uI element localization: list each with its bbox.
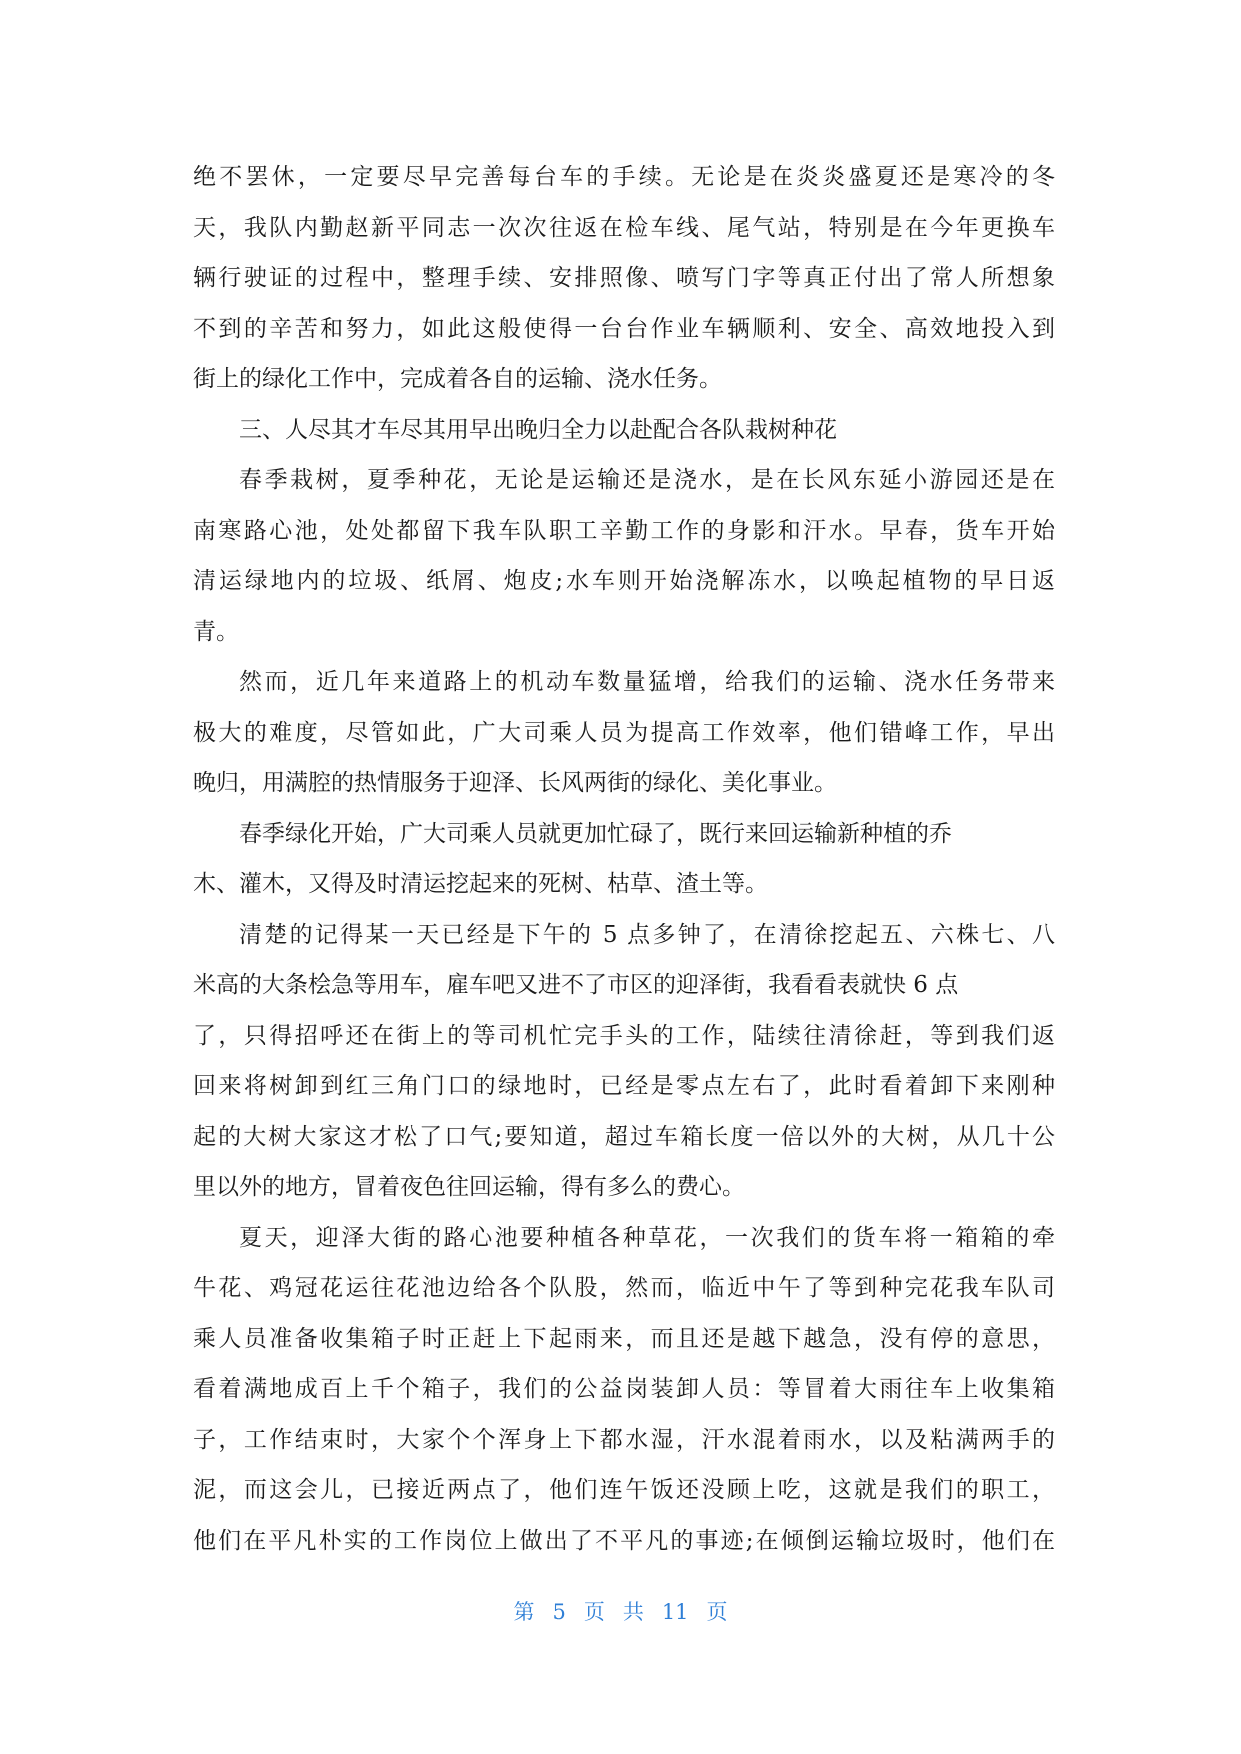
text-line: 泥，而这会儿，已接近两点了，他们连午饭还没顾上吃，这就是我们的职工， xyxy=(193,1477,1055,1503)
page-footer xyxy=(0,1596,1241,1626)
text-line: 木、灌木，又得及时清运挖起来的死树、枯草、渣土等。 xyxy=(193,871,768,897)
footer-ye2: 页 xyxy=(706,1600,728,1624)
footer-ye: 页 xyxy=(583,1600,605,1624)
text-line: 青。 xyxy=(193,618,239,645)
footer-di: 第 xyxy=(513,1600,535,1624)
text-line: 天，我队内勤赵新平同志一次次往返在检车线、尾气站，特别是在今年更换车 xyxy=(193,214,1055,241)
text-line: 里以外的地方，冒着夜色往回运输，得有多么的费心。 xyxy=(193,1174,745,1200)
text-line: 子，工作结束时，大家个个浑身上下都水湿，汗水混着雨水，以及粘满两手的 xyxy=(193,1426,1055,1453)
text-line: 牛花、鸡冠花运往花池边给各个队股，然而，临近中午了等到种完花我车队司 xyxy=(193,1275,1055,1301)
footer-page-number: 5 xyxy=(552,1600,566,1624)
footer-gong: 共 xyxy=(622,1600,644,1624)
text-line: 了，只得招呼还在街上的等司机忙完手头的工作，陆续往清徐赶，等到我们返 xyxy=(193,1022,1055,1049)
document-body xyxy=(193,152,1055,1566)
text-line: 起的大树大家这才松了口气;要知道，超过车箱长度一倍以外的大树，从几十公 xyxy=(193,1123,1055,1150)
text-line: 南寒路心池，处处都留下我车队职工辛勤工作的身影和汗水。早春，货车开始 xyxy=(193,517,1055,544)
text-line: 极大的难度，尽管如此，广大司乘人员为提高工作效率，他们错峰工作，早出 xyxy=(193,719,1055,746)
text-line: 春季绿化开始，广大司乘人员就更加忙碌了，既行来回运输新种植的乔 xyxy=(239,820,952,847)
text-line: 清运绿地内的垃圾、纸屑、炮皮;水车则开始浇解冻水，以唤起植物的早日返 xyxy=(193,568,1055,594)
footer-total-pages: 11 xyxy=(661,1600,689,1624)
text-line: 不到的辛苦和努力，如此这般使得一台台作业车辆顺利、安全、高效地投入到 xyxy=(193,315,1055,342)
text-line: 辆行驶证的过程中，整理手续、安排照像、喷写门字等真正付出了常人所想象 xyxy=(193,265,1055,291)
text-line: 清楚的记得某一天已经是下午的 5 点多钟了，在清徐挖起五、六株七、八 xyxy=(239,921,1055,948)
text-line: 春季栽树，夏季种花，无论是运输还是浇水，是在长风东延小游园还是在 xyxy=(239,467,1055,493)
text-line: 街上的绿化工作中，完成着各自的运输、浇水任务。 xyxy=(193,366,722,392)
text-line: 夏天，迎泽大街的路心池要种植各种草花，一次我们的货车将一箱箱的牵 xyxy=(239,1224,1055,1251)
text-line: 乘人员准备收集箱子时正赶上下起雨来，而且还是越下越急，没有停的意思， xyxy=(193,1325,1055,1352)
text-line: 看着满地成百上千个箱子，我们的公益岗装卸人员：等冒着大雨往车上收集箱 xyxy=(193,1376,1055,1402)
text-line: 他们在平凡朴实的工作岗位上做出了不平凡的事迹;在倾倒运输垃圾时，他们在 xyxy=(193,1527,1055,1554)
text-line: 绝不罢休，一定要尽早完善每台车的手续。无论是在炎炎盛夏还是寒冷的冬 xyxy=(193,164,1055,190)
text-line: 米高的大条桧急等用车，雇车吧又进不了市区的迎泽街，我看看表就快 6 点 xyxy=(193,972,959,998)
text-line: 回来将树卸到红三角门口的绿地时，已经是零点左右了，此时看着卸下来刚种 xyxy=(193,1073,1055,1099)
text-line: 然而，近几年来道路上的机动车数量猛增，给我们的运输、浇水任务带来 xyxy=(239,669,1055,695)
text-line: 晚归，用满腔的热情服务于迎泽、长风两街的绿化、美化事业。 xyxy=(193,770,837,796)
text-line: 三、人尽其才车尽其用早出晚归全力以赴配合各队栽树种花 xyxy=(239,416,837,443)
